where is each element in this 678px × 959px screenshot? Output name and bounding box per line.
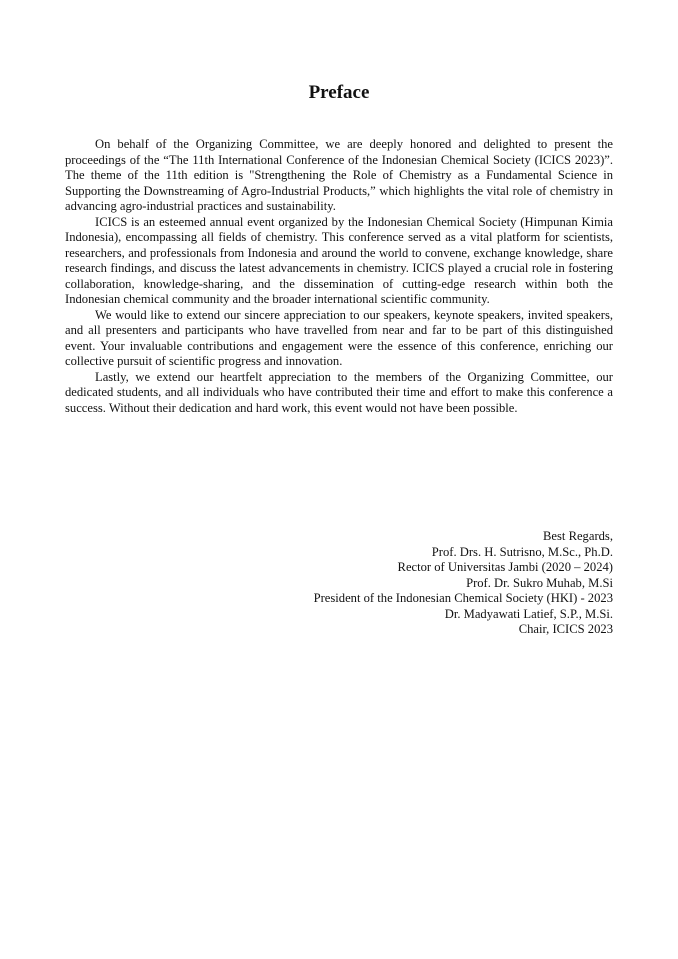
signer-title-president: President of the Indonesian Chemical Society (HKI) - 2023 xyxy=(313,591,613,605)
paragraph-appreciation-committee: Lastly, we extend our heartfelt appreciation to the members of the Organizing Committee, our dedicated students, and all individuals who have contributed their time and effort to make this conference a success. Without their dedication and hard work, this event would not have been possible. xyxy=(65,369,613,415)
paragraph-opening: On behalf of the Organizing Committee, we are deeply honored and delighted to present the proceedings of the “The 11th International Conference of the Indonesian Chemical Society (ICICS 2023)”. The theme of the 11th edition is "Strengthening the Role of Chemistry as a Fundamental Science in Supporting the Downstreaming of Agro-Industrial Products,” which highlights the vital role of chemistry in advancing agro-industrial practices and sustainability. xyxy=(65,137,613,213)
signer-name-president: Prof. Dr. Sukro Muhab, M.Si xyxy=(466,575,613,590)
signer-title-rector: Rector of Universitas Jambi (2020 – 2024) xyxy=(397,560,613,574)
signer-name-chair: Dr. Madyawati Latief, S.P., M.Si. xyxy=(444,606,613,621)
preface-body xyxy=(65,137,613,416)
paragraph-appreciation-speakers: We would like to extend our sincere appreciation to our speakers, keynote speakers, invited speakers, and all presenters and participants who have travelled from near and far to be part of this distinguished event. Your invaluable contributions and engagement were the essence of this conference, enriching our collective pursuit of scientific progress and innovation. xyxy=(65,307,613,368)
signature-block xyxy=(314,529,613,638)
paragraph-about-icics: ICICS is an esteemed annual event organized by the Indonesian Chemical Society (Himpunan Kimia Indonesia), encompassing all fields of chemistry. This conference served as a vital platform for scientists, researchers, and professionals from Indonesia and around the world to convene, exchange knowledge, share research findings, and discuss the latest advancements in chemistry. ICICS played a crucial role in fostering collaboration, knowledge-sharing, and the dissemination of cutting-edge research within both the Indonesian chemical community and the broader international scientific community. xyxy=(65,214,613,306)
page-title: Preface xyxy=(308,82,370,103)
closing-text: Best Regards, xyxy=(543,529,613,543)
signer-title-chair: Chair, ICICS 2023 xyxy=(518,622,613,636)
signer-name-rector: Prof. Drs. H. Sutrisno, M.Sc., Ph.D. xyxy=(431,544,613,559)
